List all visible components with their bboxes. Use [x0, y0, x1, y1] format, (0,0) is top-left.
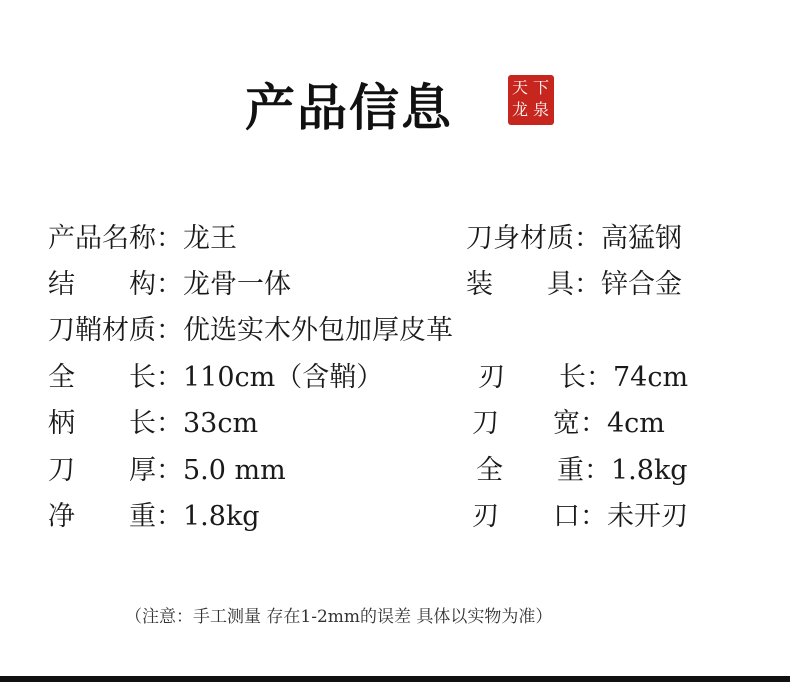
spec-product-name: 产品名称：龙王 — [48, 223, 237, 254]
spec-total-length: 全 长：110cm（含鞘） — [48, 362, 384, 393]
spec-total-weight: 全 重：1.8kg — [476, 455, 688, 486]
spec-edge: 刃 口：未开刃 — [472, 501, 688, 532]
seal-char-3: 龙 — [512, 100, 529, 119]
spec-structure: 结 构：龙骨一体 — [48, 269, 291, 300]
spec-blade-width: 刀 宽：4cm — [472, 408, 665, 439]
spec-blade-material: 刀身材质：高猛钢 — [466, 223, 682, 254]
spec-net-weight: 净 重：1.8kg — [48, 501, 260, 532]
spec-handle-length: 柄 长：33cm — [48, 408, 259, 439]
page-title: 产品信息 — [245, 79, 453, 137]
seal-char-1: 天 — [512, 78, 529, 97]
seal-char-4: 泉 — [533, 100, 550, 119]
measurement-note: （注意：手工测量 存在1-2mm的误差 具体以实物为准） — [125, 607, 553, 627]
spec-blade-thickness: 刀 厚：5.0 mm — [48, 455, 286, 486]
spec-blade-length: 刃 长：74cm — [478, 362, 689, 393]
bottom-divider — [0, 676, 790, 682]
seal-char-2: 下 — [533, 78, 550, 97]
spec-scabbard-material: 刀鞘材质：优选实木外包加厚皮革 — [48, 315, 453, 346]
spec-fittings: 装 具：锌合金 — [466, 269, 682, 300]
seal-stamp — [508, 75, 554, 125]
